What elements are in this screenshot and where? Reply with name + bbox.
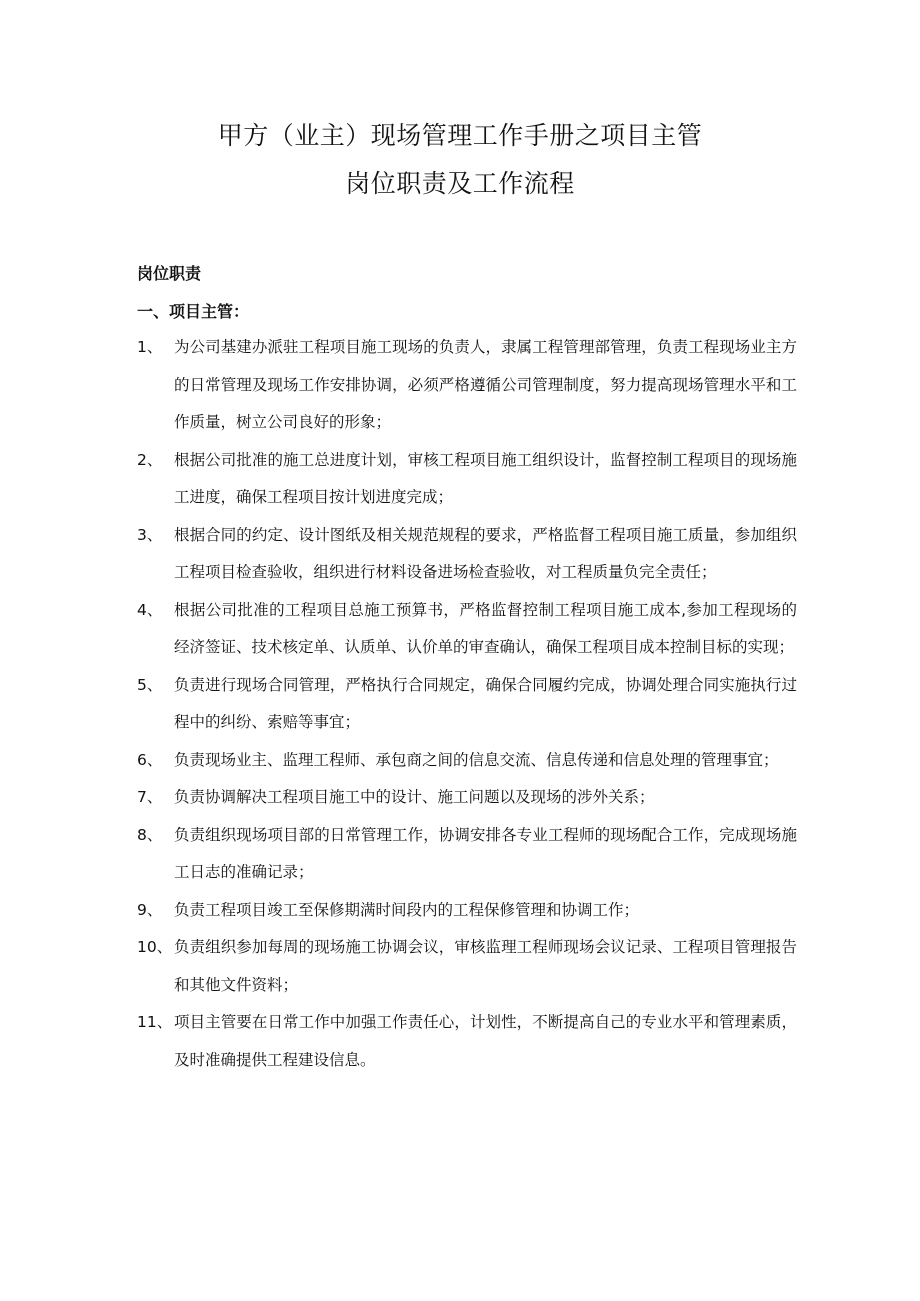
item-number: 4、 (137, 600, 163, 619)
list-item (137, 517, 797, 592)
item-text: 项目主管要在日常工作中加强工作责任心，计划性，不断提高自己的专业水平和管理素质，及时准确提供工程建设信息。 (174, 1013, 797, 1069)
list-item (137, 817, 797, 892)
item-text: 负责协调解决工程项目施工中的设计、施工问题以及现场的涉外关系； (174, 788, 655, 806)
item-text: 负责工程项目竣工至保修期满时间段内的工程保修管理和协调工作； (174, 900, 640, 919)
subsection-heading: 一、项目主管： (137, 302, 250, 321)
list-item (137, 892, 797, 930)
list-item (137, 329, 797, 442)
item-text: 负责组织参加每周的现场施工协调会议，审核监理工程师现场会议记录、工程项目管理报告和其他文件资料； (174, 938, 797, 994)
item-text: 负责进行现场合同管理，严格执行合同规定，确保合同履约完成，协调处理合同实施执行过程中的纠纷、索赔等事宜； (174, 675, 797, 731)
item-number: 8、 (137, 825, 163, 844)
list-item (137, 1004, 797, 1079)
item-number: 9、 (137, 900, 163, 919)
item-number: 5、 (137, 675, 163, 694)
document-title-line2: 岗位职责及工作流程 (345, 169, 575, 198)
document-title-line1: 甲方（业主）现场管理工作手册之项目主管 (217, 121, 703, 150)
item-text: 根据公司批准的施工总进度计划，审核工程项目施工组织设计，监督控制工程项目的现场施工进度，确保工程项目按计划进度完成； (174, 450, 797, 506)
list-item (137, 779, 797, 817)
item-text: 根据公司批准的工程项目总施工预算书，严格监督控制工程项目施工成本,参加工程现场的经济签证、技术核定单、认质单、认价单的审查确认，确保工程项目成本控制目标的实现； (174, 600, 797, 656)
list-item (137, 929, 797, 1004)
item-number: 6、 (137, 750, 163, 769)
item-text: 负责现场业主、监理工程师、承包商之间的信息交流、信息传递和信息处理的管理事宜； (174, 750, 779, 769)
item-number: 11、 (137, 1013, 173, 1031)
list-item (137, 667, 797, 742)
item-number: 10、 (137, 938, 173, 956)
item-number: 7、 (137, 788, 163, 806)
list-item (137, 592, 797, 667)
item-number: 1、 (137, 338, 163, 356)
item-text: 为公司基建办派驻工程项目施工现场的负责人，隶属工程管理部管理，负责工程现场业主方的日常管理及现场工作安排协调，必须严格遵循公司管理制度，努力提高现场管理水平和工作质量，树立公司良好的形象； (174, 338, 797, 431)
list-item (137, 742, 797, 780)
item-text: 根据合同的约定、设计图纸及相关规范规程的要求，严格监督工程项目施工质量，参加组织工程项目检查验收，组织进行材料设备进场检查验收，对工程质量负完全责任； (174, 525, 797, 581)
item-number: 3、 (137, 525, 163, 544)
item-text: 负责组织现场项目部的日常管理工作，协调安排各专业工程师的现场配合工作，完成现场施工日志的准确记录； (174, 825, 797, 881)
section-heading: 岗位职责 (137, 264, 202, 283)
list-item (137, 442, 797, 517)
item-number: 2、 (137, 450, 163, 469)
duty-list (137, 329, 797, 1079)
